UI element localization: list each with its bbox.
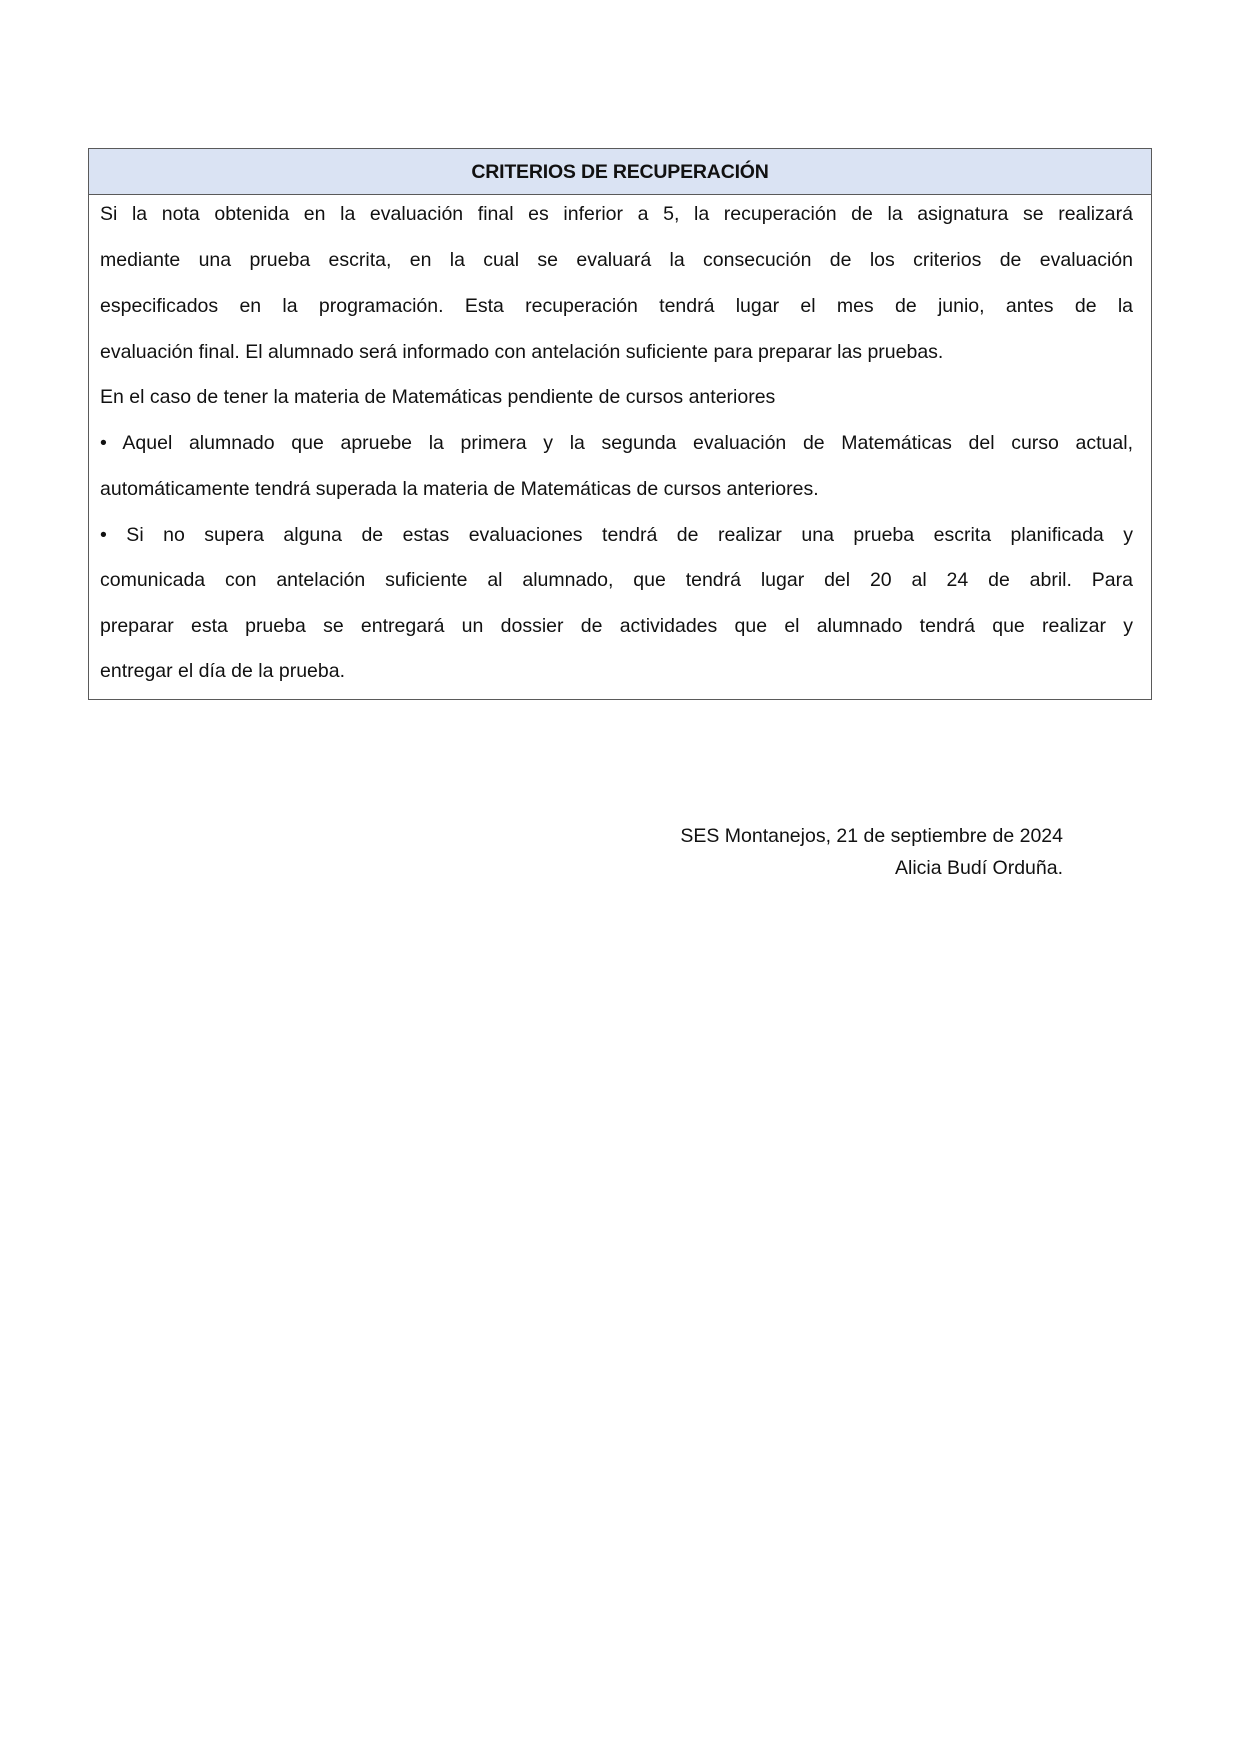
bullet-item-line: preparar esta prueba se entregará un dossier de actividades que el alumnado tendrá que realizar y [100,615,1133,637]
bullet-item-line: • Aquel alumnado que apruebe la primera y la segunda evaluación de Matemáticas del curso actual, [100,432,1133,454]
bullet-item-line: comunicada con antelación suficiente al alumnado, que tendrá lugar del 20 al 24 de abril. Para [100,569,1133,591]
signature-author: Alicia Budí Orduña. [894,857,1063,879]
table-title: CRITERIOS DE RECUPERACIÓN [471,161,769,183]
bullet-item-line: automáticamente tendrá superada la materia de Matemáticas de cursos anteriores. [100,478,819,500]
paragraph-line: mediante una prueba escrita, en la cual se evaluará la consecución de los criterios de evaluación [100,249,1133,271]
paragraph-line: evaluación final. El alumnado será informado con antelación suficiente para preparar las pruebas. [100,341,944,363]
recovery-criteria-table [88,148,1152,700]
bullet-item-line: entregar el día de la prueba. [100,660,346,682]
bullet-item-line: • Si no supera alguna de estas evaluaciones tendrá de realizar una prueba escrita planificada y [100,524,1133,546]
table-body [100,149,1133,699]
paragraph-line: Si la nota obtenida en la evaluación final es inferior a 5, la recuperación de la asignatura se realizará [100,203,1133,225]
pending-subject-line: En el caso de tener la materia de Matemáticas pendiente de cursos anteriores [100,386,776,408]
signature-place-date: SES Montanejos, 21 de septiembre de 2024 [680,825,1063,847]
signature-block [680,820,1063,884]
paragraph-line: especificados en la programación. Esta recuperación tendrá lugar el mes de junio, antes de la [100,295,1133,317]
